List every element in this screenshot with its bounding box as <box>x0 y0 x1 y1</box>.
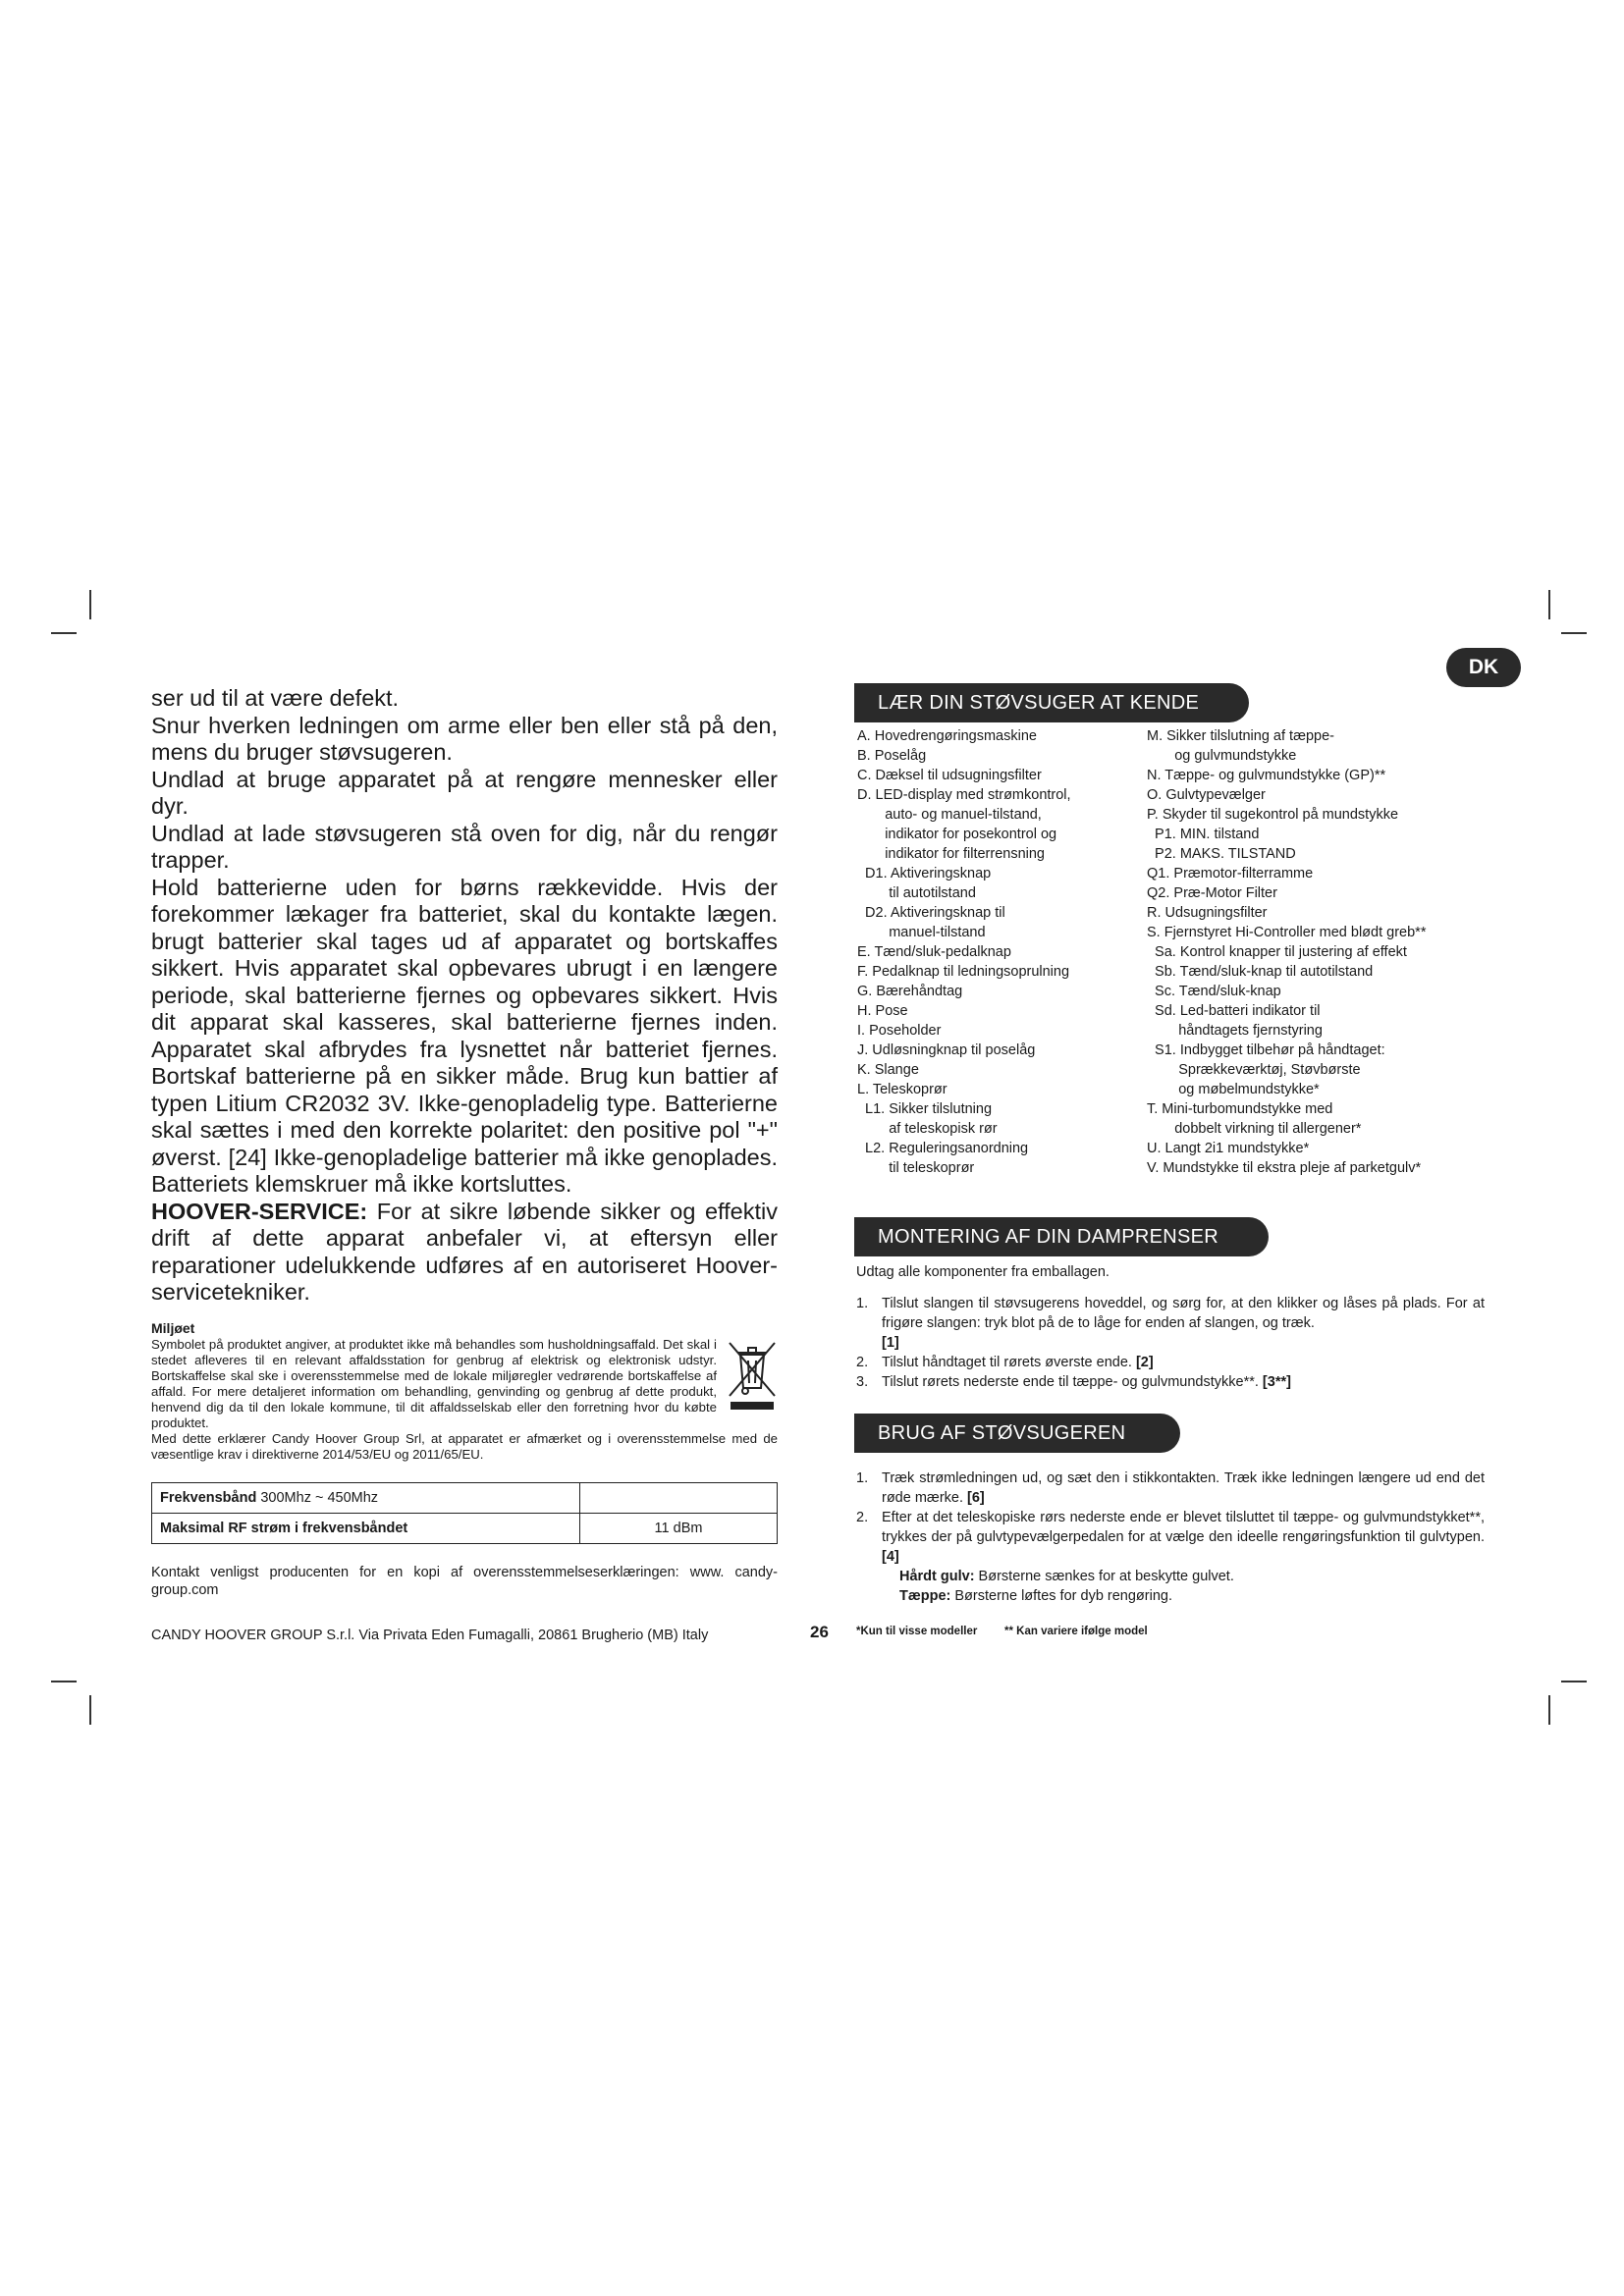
table-row <box>152 1482 778 1513</box>
floor-hard <box>856 1567 1485 1586</box>
list-item: H. Pose <box>857 1003 908 1019</box>
list-item: af teleskopisk rør <box>857 1121 998 1137</box>
step-number: 3. <box>856 1374 869 1390</box>
list-item: B. Poselåg <box>857 748 927 764</box>
list-item: indikator for posekontrol og <box>857 827 1057 842</box>
figure-ref: [4] <box>882 1549 899 1565</box>
frequency-label: Frekvensbånd <box>160 1489 257 1506</box>
list-item: C. Dæksel til udsugningsfilter <box>857 768 1042 783</box>
list-item: V. Mundstykke til ekstra pleje af parketgulv* <box>1147 1160 1422 1176</box>
list-item: S. Fjernstyret Hi-Controller med blødt greb** <box>1147 925 1427 940</box>
floor-hard-label: Hårdt gulv: <box>899 1569 975 1584</box>
section-use-heading: BRUG AF STØVSUGEREN <box>854 1414 1180 1453</box>
environment-text: Symbolet på produktet angiver, at produktet ikke må behandles som husholdningsaffald. Det skal i stedet afleveres til en relevant affaldsstation for genbrug af elektrisk og elektronisk udstyr. Bortskaffelse skal ske i overensstemmelse med de lokale miljøregler vedrørende bortskaffelse af affald. For mere detaljeret information om behandling, genvinding og genbrug af dette produkt, henvend dig da til den lokale kommune, til dit affaldsselskab eller den forretning hvor du købte produktet. <box>151 1336 717 1430</box>
crop-mark <box>89 590 91 619</box>
list-item: T. Mini-turbomundstykke med <box>1147 1101 1333 1117</box>
list-item: D2. Aktiveringsknap til <box>857 905 1005 921</box>
list-item: S1. Indbygget tilbehør på håndtaget: <box>1147 1042 1385 1058</box>
step-number: 2. <box>856 1510 869 1525</box>
service-label: HOOVER-SERVICE: <box>151 1198 368 1224</box>
assembly-intro: Udtag alle komponenter fra emballagen. <box>856 1264 1110 1280</box>
list-item: O. Gulvtypevælger <box>1147 787 1266 803</box>
step-text <box>882 1468 1485 1508</box>
list-item <box>856 1468 1485 1508</box>
step-text-content: Efter at det teleskopiske rørs nederste ende er blevet tilsluttet til tæppe- og gulvmundstykket**, trykkes der på gulvtypevælgerpedalen for at vælge den ideelle rengøringsfunktion til gulvtypen. <box>882 1510 1485 1545</box>
step-text-content: Tilslut rørets nederste ende til tæppe- og gulvmundstykke**. <box>882 1374 1263 1390</box>
service-text: For at sikre løbende sikker og effektiv drift af dette apparat anbefaler vi, at eftersyn eller reparationer udelukkende udføres af en autoriseret Hoover-servicetekniker. <box>151 1198 778 1305</box>
list-item: D1. Aktiveringsknap <box>857 866 992 881</box>
floor-carpet-label: Tæppe: <box>899 1588 951 1604</box>
list-item: P2. MAKS. TILSTAND <box>1147 846 1296 862</box>
crop-mark <box>51 632 77 634</box>
list-item: D. LED-display med strømkontrol, <box>857 787 1071 803</box>
footnote-models: *Kun til visse modeller <box>856 1626 978 1637</box>
safety-paragraph: Undlad at bruge apparatet på at rengøre mennesker eller dyr. <box>151 766 778 819</box>
list-item: U. Langt 2i1 mundstykke* <box>1147 1141 1310 1156</box>
step-text <box>882 1372 1291 1392</box>
crop-mark <box>89 1695 91 1725</box>
list-item: Sprækkeværktøj, Støvbørste <box>1147 1062 1361 1078</box>
figure-ref: [3**] <box>1262 1374 1291 1390</box>
figure-ref: [6] <box>967 1490 985 1506</box>
contact-text: Kontakt venligst producenten for en kopi af overensstemmelseserklæringen: www. candy-group.com <box>151 1564 778 1598</box>
list-item <box>856 1508 1485 1567</box>
section-know-heading: LÆR DIN STØVSUGER AT KENDE <box>854 683 1249 722</box>
safety-paragraph: Snur hverken ledningen om arme eller ben eller stå på den, mens du bruger støvsugeren. <box>151 712 778 765</box>
list-item: L1. Sikker tilslutning <box>857 1101 993 1117</box>
list-item: og gulvmundstykke <box>1147 748 1297 764</box>
step-text-content: Træk strømledningen ud, og sæt den i stikkontakten. Træk ikke ledningen længere ud end det røde mærke. <box>882 1470 1485 1506</box>
floor-hard-text: Børsterne sænkes for at beskytte gulvet. <box>974 1569 1234 1584</box>
safety-text <box>151 685 778 1307</box>
list-item <box>856 1372 1485 1392</box>
environment-section <box>151 1337 778 1463</box>
step-text <box>882 1353 1154 1372</box>
list-item: J. Udløsningknap til poselåg <box>857 1042 1036 1058</box>
page-number: 26 <box>810 1623 829 1641</box>
list-item: P. Skyder til sugekontrol på mundstykke <box>1147 807 1399 823</box>
crop-mark <box>51 1681 77 1682</box>
list-item: A. Hovedrengøringsmaskine <box>857 728 1037 744</box>
rf-power-label: Maksimal RF strøm i frekvensbåndet <box>160 1520 408 1536</box>
crop-mark <box>1548 590 1550 619</box>
floor-carpet <box>856 1586 1485 1606</box>
step-text-content: Tilslut slangen til støvsugerens hoveddel, og sørg for, at den klikker og låses på plads. For at frigøre slangen: tryk blot på de to låge for enden af slangen, og træk. <box>882 1296 1485 1331</box>
list-item: dobbelt virkning til allergener* <box>1147 1121 1362 1137</box>
list-item: F. Pedalknap til ledningsoprulning <box>857 964 1070 980</box>
list-item: Sc. Tænd/sluk-knap <box>1147 984 1281 999</box>
environment-heading: Miljøet <box>151 1319 195 1336</box>
figure-ref: [1] <box>882 1335 899 1351</box>
rf-power-value: 11 dBm <box>580 1513 778 1543</box>
list-item: I. Poseholder <box>857 1023 942 1039</box>
figure-ref: [2] <box>1135 1355 1154 1370</box>
crop-mark <box>1561 1681 1587 1682</box>
list-item: auto- og manuel-tilstand, <box>857 807 1042 823</box>
table-cell <box>152 1482 580 1513</box>
list-item: Q1. Præmotor-filterramme <box>1147 866 1314 881</box>
list-item: L2. Reguleringsanordning <box>857 1141 1029 1156</box>
table-row <box>152 1513 778 1543</box>
list-item: M. Sikker tilslutning af tæppe- <box>1147 728 1334 744</box>
safety-paragraph: ser ud til at være defekt. <box>151 685 400 711</box>
crop-mark <box>1548 1695 1550 1725</box>
assembly-steps <box>856 1294 1485 1392</box>
frequency-table <box>151 1482 778 1544</box>
table-cell <box>580 1482 778 1513</box>
company-address: CANDY HOOVER GROUP S.r.l. Via Privata Eden Fumagalli, 20861 Brugherio (MB) Italy <box>151 1627 709 1643</box>
step-text-content: Tilslut håndtaget til rørets øverste ende. <box>882 1355 1136 1370</box>
list-item: N. Tæppe- og gulvmundstykke (GP)** <box>1147 768 1386 783</box>
list-item: og møbelmundstykke* <box>1147 1082 1320 1097</box>
list-item: Sd. Led-batteri indikator til <box>1147 1003 1321 1019</box>
floor-carpet-text: Børsterne løftes for dyb rengøring. <box>950 1588 1172 1604</box>
component-list-2 <box>1147 726 1426 1178</box>
frequency-value: 300Mhz ~ 450Mhz <box>256 1489 379 1506</box>
battery-paragraph: Hold batterierne uden for børns rækkevidde. Hvis der forekommer lækager fra batteriet, skal du kontakte lægen. brugt batterier skal tages ud af apparatet og bortskaffes sikkert. Hvis apparatet skal opbevares ubrugt i en længere periode, skal batterierne fjernes og opbevares sikkert. Hvis dit apparat skal kasseres, skal batterierne fjernes inden. Apparatet skal afbrydes fra lysnettet når batteriet fjernes. Bortskaf batterierne på en sikker måde. Brug kun battier af typen Litium CR2032 3V. Ikke-genopladelig type. Batterierne skal sættes i med den korrekte polaritet: den positive pol "+" øverst. [24] Ikke-genopladelige batterier må ikke genoplades. Batteriets klemskruer må ikke kortsluttes. <box>151 874 778 1197</box>
list-item <box>856 1294 1485 1353</box>
declaration-text: Med dette erklærer Candy Hoover Group Srl, at apparatet er afmærket og i overensstemmelse med de væsentlige krav i direktiverne 2014/53/EU og 2011/65/EU. <box>151 1430 778 1462</box>
list-item: Sa. Kontrol knapper til justering af effekt <box>1147 944 1407 960</box>
list-item: R. Udsugningsfilter <box>1147 905 1268 921</box>
step-number: 1. <box>856 1296 869 1311</box>
list-item: manuel-tilstand <box>857 925 986 940</box>
service-paragraph <box>151 1199 778 1307</box>
use-steps <box>856 1468 1485 1606</box>
list-item: til autotilstand <box>857 885 976 901</box>
step-number: 1. <box>856 1470 869 1486</box>
list-item: E. Tænd/sluk-pedalknap <box>857 944 1011 960</box>
section-assembly-heading: MONTERING AF DIN DAMPRENSER <box>854 1217 1269 1256</box>
step-text <box>882 1294 1485 1353</box>
table-cell <box>152 1513 580 1543</box>
step-number: 2. <box>856 1355 869 1370</box>
list-item: Q2. Præ-Motor Filter <box>1147 885 1277 901</box>
list-item: K. Slange <box>857 1062 919 1078</box>
weee-bin-icon <box>727 1339 778 1412</box>
list-item: L. Teleskoprør <box>857 1082 947 1097</box>
safety-paragraph: Undlad at lade støvsugeren stå oven for dig, når du rengør trapper. <box>151 820 778 873</box>
step-text <box>882 1508 1485 1567</box>
list-item: håndtagets fjernstyring <box>1147 1023 1323 1039</box>
list-item <box>856 1353 1485 1372</box>
list-item: G. Bærehåndtag <box>857 984 963 999</box>
component-list-1 <box>857 726 1071 1178</box>
list-item: Sb. Tænd/sluk-knap til autotilstand <box>1147 964 1374 980</box>
list-item: P1. MIN. tilstand <box>1147 827 1260 842</box>
crop-mark <box>1561 632 1587 634</box>
left-column <box>151 685 778 1644</box>
footnote-variation: ** Kan variere ifølge model <box>1004 1626 1148 1637</box>
language-badge: DK <box>1446 648 1521 687</box>
list-item: indikator for filterrensning <box>857 846 1045 862</box>
list-item: til teleskoprør <box>857 1160 975 1176</box>
